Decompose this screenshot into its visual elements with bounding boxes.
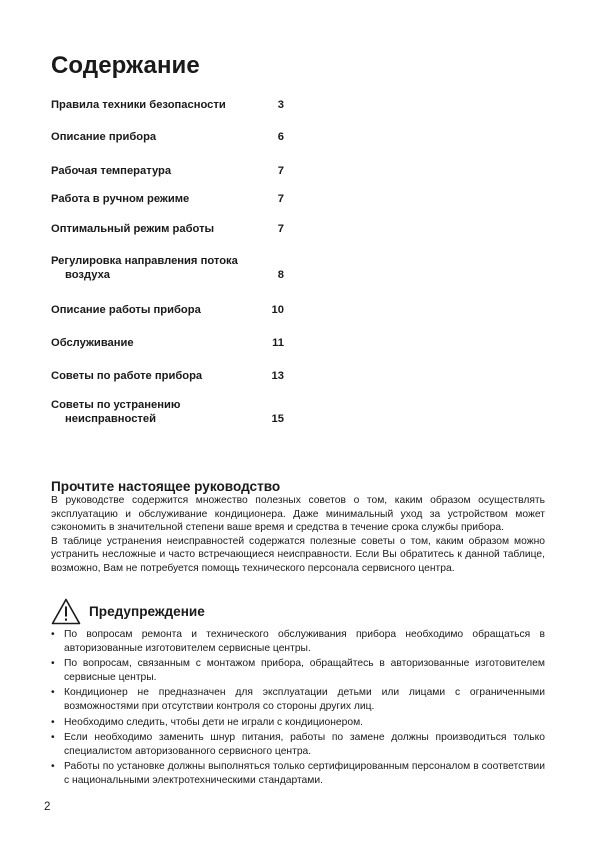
read-manual-paragraph: В таблице устранения неисправностей содержатся полезные советы о том, каким образом можно устранить несложные и часто встречающиеся неисправности. Если Вы обратитесь к данной таблице, возможно, Вам не потребуется помощь технического персонала сервисного центра. <box>51 535 545 574</box>
bullet-icon: • <box>51 732 55 744</box>
toc-entry-label: Правила техники безопасности <box>51 99 226 111</box>
toc-entry-label: Обслуживание <box>51 337 134 349</box>
toc-entry-label: Оптимальный режим работы <box>51 223 215 235</box>
toc-entry-page: 11 <box>272 337 284 349</box>
warning-heading: Предупреждение <box>89 604 205 619</box>
warning-item-text: По вопросам, связанным с монтажом прибора, обращайтесь в авторизованные изготовителем сервисные центры. <box>64 658 545 683</box>
toc-entry-page: 7 <box>277 193 284 205</box>
warning-item <box>51 760 545 787</box>
toc-entry-page: 7 <box>277 165 284 177</box>
toc-entry[interactable] <box>51 398 284 426</box>
bullet-icon: • <box>51 658 55 670</box>
warning-list <box>51 628 545 790</box>
toc-entry-page: 3 <box>277 99 284 111</box>
warning-triangle-icon <box>51 598 81 625</box>
bullet-icon: • <box>51 687 55 699</box>
toc-entry-page: 15 <box>271 413 284 425</box>
warning-item <box>51 657 545 684</box>
read-manual-body <box>51 494 545 576</box>
read-manual-heading: Прочтите настоящее руководство <box>51 479 281 494</box>
page-title: Содержание <box>51 52 200 79</box>
warning-item-text: Работы по установке должны выполняться только сертифицированным персоналом в соответствии с национальными электротехническими стандартами. <box>64 761 545 786</box>
toc-entry-page: 13 <box>271 370 284 382</box>
toc-entry-label: Описание работы прибора <box>51 304 201 316</box>
warning-item-text: По вопросам ремонта и технического обслуживания прибора необходимо обращаться в авторизованные изготовителем сервисные центры. <box>64 629 545 654</box>
toc-entry-page: 7 <box>277 223 284 235</box>
toc-entry-label: Советы по устранению <box>51 399 181 411</box>
warning-item <box>51 686 545 713</box>
warning-item-text: Кондиционер не предназначен для эксплуатации детьми или лицами с ограниченными возможностями при отсутствии контроля со стороны других лиц. <box>64 687 545 712</box>
warning-item <box>51 628 545 655</box>
toc-entry-label: Рабочая температура <box>51 165 172 177</box>
toc-entry-page: 8 <box>277 269 284 281</box>
page-number: 2 <box>44 801 51 813</box>
read-manual-paragraph: В руководстве содержится множество полезных советов о том, каким образом осуществлять эксплуатацию и обслуживание кондиционера. Даже минимальный уход за устройством может сэкономить в значительной степени ваше время и средства в течение срока службы прибора. <box>51 495 545 534</box>
warning-item-text: Необходимо следить, чтобы дети не играли с кондиционером. <box>64 716 364 728</box>
toc-entry-page: 6 <box>277 131 284 143</box>
toc-entry-label-continued: воздуха <box>65 269 111 281</box>
toc-entry-label: Описание прибора <box>51 131 157 143</box>
toc-entry-label-continued: неисправностей <box>65 413 157 425</box>
toc-entry[interactable] <box>51 254 284 282</box>
toc-entry-label: Советы по работе прибора <box>51 370 203 382</box>
bullet-icon: • <box>51 716 55 728</box>
toc-entry-label: Работа в ручном режиме <box>51 193 190 205</box>
bullet-icon: • <box>51 761 55 773</box>
warning-item <box>51 716 545 730</box>
toc-entry-page: 10 <box>271 304 284 316</box>
toc-entry-label: Регулировка направления потока <box>51 255 238 267</box>
warning-item-text: Если необходимо заменить шнур питания, работы по замене должны производиться только специалистом авторизованного сервисного центра. <box>64 732 545 757</box>
warning-item <box>51 731 545 758</box>
bullet-icon: • <box>51 629 55 640</box>
